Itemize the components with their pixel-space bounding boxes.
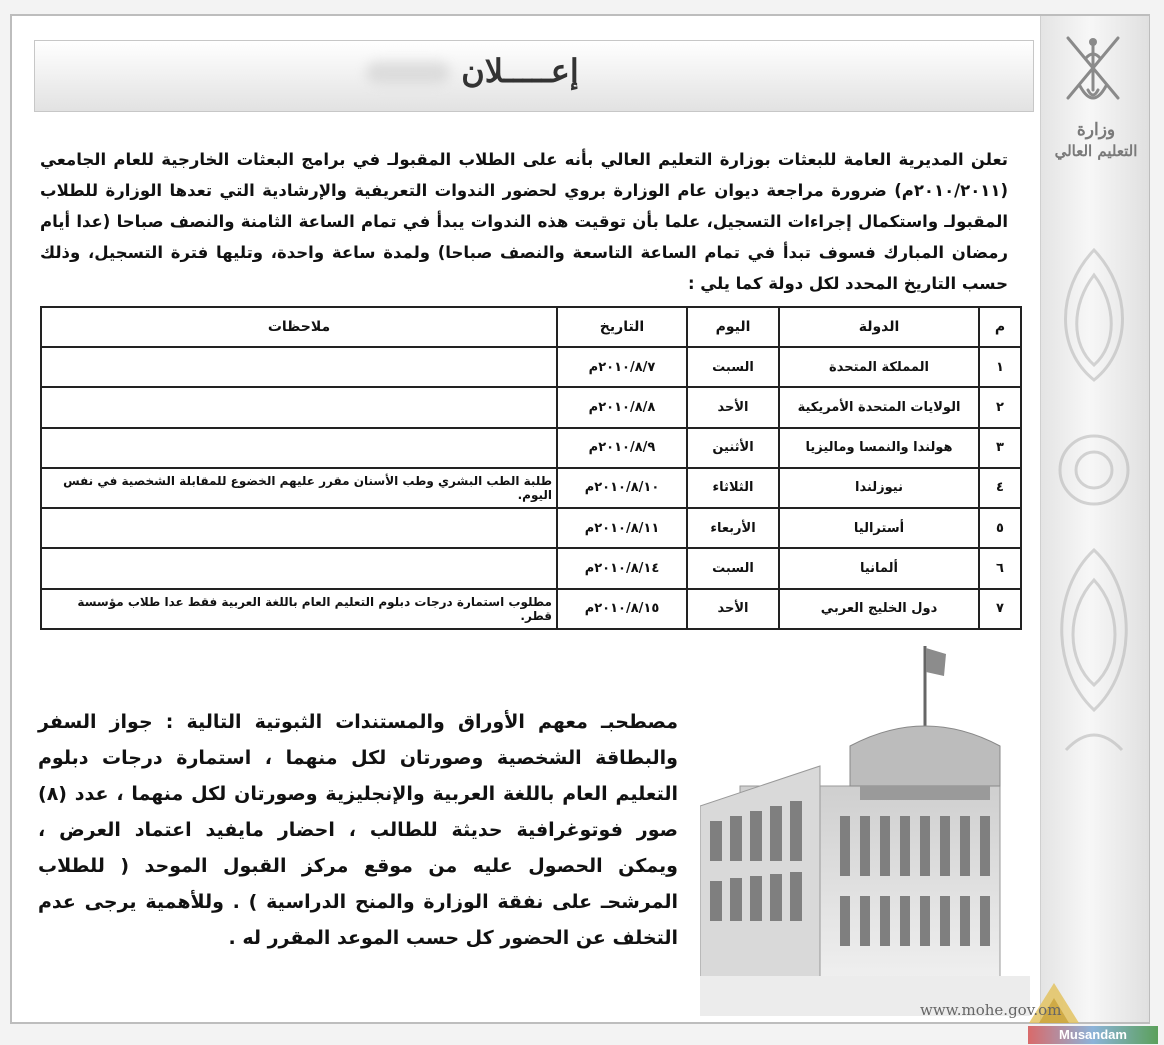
intro-paragraph: تعلن المديرية العامة للبعثات بوزارة التعليم العالي بأنه على الطلاب المقبولـ في برامج البعثات الخارجية للعام الجامعي (٢٠١٠/٢٠١١م) ضرورة مراجعة ديوان عام الوزارة بروي لحضور الندوات التعريفية والإرشادية التي تعدها الوزارة للطلاب المقبولـ واستكمال إجراءات التسجيل، علما بأن توقيت هذه الندوات يبدأ في تمام الساعة الثامنة والنصف صباحا (عدا أيام رمضان المبارك فسوف تبدأ في تمام الساعة التاسعة والنصف صباحا) ولمدة ساعة واحدة، وتليها فترة التسجيل، وذلك حسب التاريخ المحدد لكل دولة كما يلي : <box>40 150 1008 293</box>
cell-date: ٢٠١٠/٨/٧م <box>557 347 687 387</box>
requirements-paragraph: مصطحبـ معهم الأوراق والمستندات الثبوتية التالية : جواز السفر والبطاقة الشخصية وصورتان لكل منهما ، استمارة درجات دبلوم التعليم العام باللغة العربية والإنجليزية وصورتان لكل منهما ، عدد (٨) صور فوتوغرافية حديثة للطالب ، احضار مايفيد اعتماد العرض ، ويمكن الحصول عليه من موقع مركز القبول الموحد ( للطلاب المرشحـ على نفقة الوزارة والمنح الدراسية ) . وللأهمية يرجى عدم التخلف عن الحضور كل حسب الموعد المقرر له . <box>38 711 678 949</box>
cell-country: هولندا والنمسا وماليزيا <box>779 428 979 468</box>
cell-country: ألمانيا <box>779 548 979 588</box>
header-num: م <box>979 307 1021 347</box>
table-row <box>41 589 1021 629</box>
cell-date: ٢٠١٠/٨/١١م <box>557 508 687 548</box>
cell-num: ٤ <box>979 468 1021 508</box>
cell-num: ٧ <box>979 589 1021 629</box>
cell-num: ٢ <box>979 387 1021 427</box>
ministry-label <box>1044 120 1148 160</box>
page-title: إعـــــلان <box>461 52 579 90</box>
table-row <box>41 428 1021 468</box>
cell-notes <box>41 548 557 588</box>
cell-notes <box>41 428 557 468</box>
cell-country: المملكة المتحدة <box>779 347 979 387</box>
schedule-table <box>40 306 1022 630</box>
cell-notes <box>41 508 557 548</box>
ministry-building-image <box>700 636 1030 1016</box>
cell-num: ٦ <box>979 548 1021 588</box>
header-country: الدولة <box>779 307 979 347</box>
cell-date: ٢٠١٠/٨/٩م <box>557 428 687 468</box>
oman-emblem-icon <box>1058 28 1128 120</box>
footer-website: www.mohe.gov.om <box>920 1001 1062 1019</box>
cell-notes <box>41 347 557 387</box>
cell-date: ٢٠١٠/٨/١٠م <box>557 468 687 508</box>
cell-notes <box>41 387 557 427</box>
cell-country: أستراليا <box>779 508 979 548</box>
cell-day: الأثنين <box>687 428 779 468</box>
ornament-decoration <box>1046 230 1142 790</box>
cell-notes: طلبة الطب البشري وطب الأسنان مقرر عليهم الخضوع للمقابلة الشخصية في نفس اليوم. <box>41 468 557 508</box>
cell-day: الثلاثاء <box>687 468 779 508</box>
cell-day: السبت <box>687 548 779 588</box>
cell-country: نيوزلندا <box>779 468 979 508</box>
header-day: اليوم <box>687 307 779 347</box>
header-notes: ملاحظات <box>41 307 557 347</box>
cell-day: الأربعاء <box>687 508 779 548</box>
cell-num: ١ <box>979 347 1021 387</box>
cell-date: ٢٠١٠/٨/٨م <box>557 387 687 427</box>
ministry-line-1: وزارة <box>1076 120 1116 140</box>
cell-date: ٢٠١٠/٨/١٥م <box>557 589 687 629</box>
ministry-line-2: التعليم العالي <box>1054 142 1138 160</box>
cell-notes: مطلوب استمارة درجات دبلوم التعليم العام باللغة العربية فقط عدا طلاب مؤسسة قطر. <box>41 589 557 629</box>
watermark-label: Musandam <box>1028 1026 1158 1044</box>
cell-date: ٢٠١٠/٨/١٤م <box>557 548 687 588</box>
cell-num: ٣ <box>979 428 1021 468</box>
cell-country: دول الخليج العربي <box>779 589 979 629</box>
header-date: التاريخ <box>557 307 687 347</box>
cell-day: الأحد <box>687 387 779 427</box>
cell-num: ٥ <box>979 508 1021 548</box>
cell-country: الولايات المتحدة الأمريكية <box>779 387 979 427</box>
table-row <box>41 548 1021 588</box>
table-header-row <box>41 307 1021 347</box>
table-row <box>41 468 1021 508</box>
cell-day: السبت <box>687 347 779 387</box>
table-row <box>41 347 1021 387</box>
cell-day: الأحد <box>687 589 779 629</box>
table-row <box>41 387 1021 427</box>
table-row <box>41 508 1021 548</box>
